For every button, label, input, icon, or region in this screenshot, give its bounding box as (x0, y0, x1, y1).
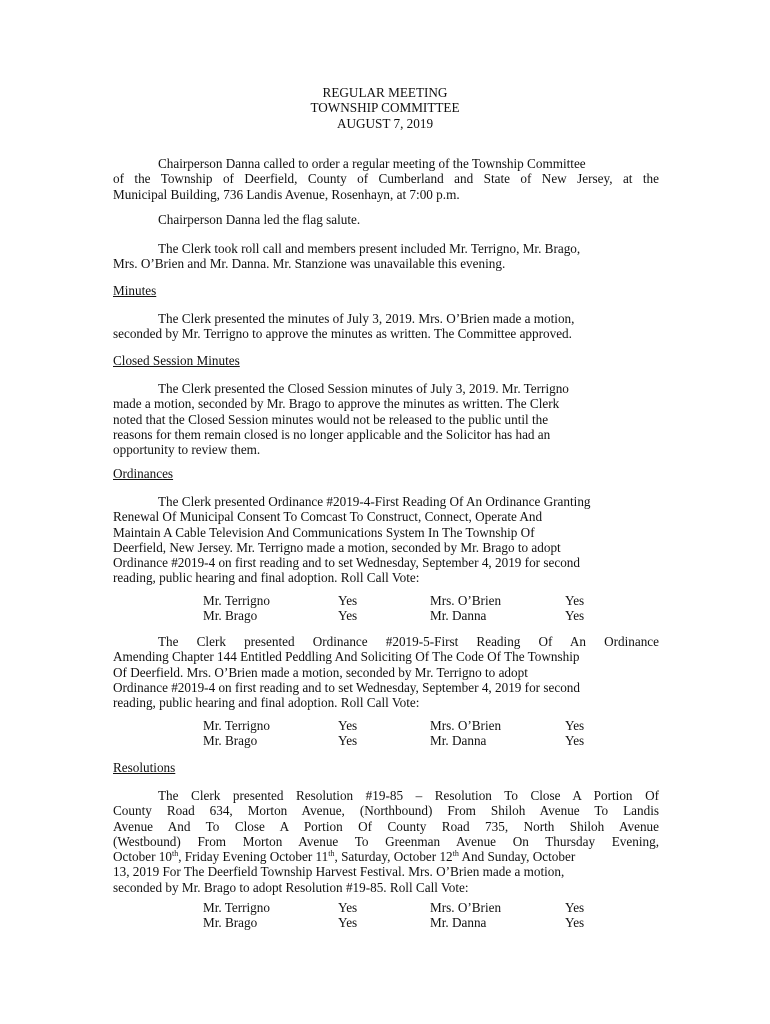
text-line: reading, public hearing and final adoption. Roll Call Vote: (113, 570, 420, 586)
text-line: reading, public hearing and final adoption. Roll Call Vote: (113, 695, 420, 711)
text-line: seconded by Mr. Brago to adopt Resolution #19-85. Roll Call Vote: (113, 879, 469, 895)
text-span: October 10 (113, 849, 172, 865)
text-line: Avenue And To Close A Portion Of County Road 735, North Shiloh Avenue (113, 818, 659, 834)
intro-paragraph (113, 156, 659, 202)
text-line: opportunity to review them. (113, 442, 261, 458)
text-line: The Clerk presented the minutes of July 3, 2019. Mrs. O’Brien made a motion, (158, 311, 575, 326)
section-heading-minutes: Minutes (113, 283, 157, 298)
ordinances-heading-block (113, 466, 659, 481)
text-span: , Friday Evening October 11 (178, 849, 329, 865)
vote-value: Yes (565, 608, 585, 624)
voter-name: Mr. Terrigno (203, 718, 270, 733)
voter-name: Mrs. O’Brien (430, 900, 502, 915)
text-line: noted that the Closed Session minutes would not be released to the public until the (113, 411, 549, 427)
text-line (113, 849, 659, 864)
text-line: Ordinance #2019-4 on first reading and to set Wednesday, September 4, 2019 for second (113, 679, 580, 695)
text-line: (Westbound) From Morton Avenue To Greenman Avenue On Thursday Evening, (113, 833, 659, 849)
voter-name: Mr. Danna (430, 608, 487, 624)
resolution-19-85-paragraph (113, 788, 659, 895)
closed-session-heading-block (113, 353, 659, 368)
text-line: The Clerk presented Resolution #19-85 – Resolution To Close A Portion Of (158, 788, 659, 803)
text-line: Of Deerfield. Mrs. O’Brien made a motion, seconded by Mr. Terrigno to adopt (113, 664, 528, 680)
voter-name: Mr. Brago (203, 608, 258, 624)
vote-value: Yes (338, 915, 358, 931)
vote-value: Yes (565, 915, 585, 931)
flag-salute-paragraph (113, 212, 659, 227)
vote-value: Yes (565, 718, 585, 733)
superscript: th (171, 849, 179, 859)
superscript: th (452, 849, 459, 859)
vote-value: Yes (565, 900, 585, 915)
text-line: The Clerk took roll call and members present included Mr. Terrigno, Mr. Brago, (158, 241, 581, 256)
minutes-heading-block (113, 283, 659, 298)
text-line: Amending Chapter 144 Entitled Peddling And Soliciting Of The Code Of The Township (113, 649, 580, 665)
text-line: Deerfield, New Jersey. Mr. Terrigno made a motion, seconded by Mr. Brago to adopt (113, 539, 561, 555)
text-line: The Clerk presented Ordinance #2019-4-First Reading Of An Ordinance Granting (158, 494, 591, 509)
vote-value: Yes (565, 733, 585, 749)
voter-name: Mr. Terrigno (203, 900, 270, 915)
vote-value: Yes (338, 608, 358, 624)
text-line: County Road 634, Morton Avenue, (Northbound) From Shiloh Avenue To Landis (113, 803, 659, 819)
vote-value: Yes (338, 733, 358, 749)
minutes-paragraph (113, 311, 659, 342)
section-heading-ordinances: Ordinances (113, 466, 174, 481)
vote-value: Yes (565, 593, 585, 608)
voter-name: Mr. Danna (430, 915, 487, 931)
text-line: 13, 2019 For The Deerfield Township Harvest Festival. Mrs. O’Brien made a motion, (113, 864, 565, 880)
section-heading-closed-session: Closed Session Minutes (113, 353, 240, 368)
vote-value: Yes (338, 900, 358, 915)
vote-value: Yes (338, 593, 358, 608)
superscript: th (328, 849, 335, 859)
meeting-type: REGULAR MEETING (322, 85, 448, 100)
text-line: Chairperson Danna led the flag salute. (158, 212, 361, 227)
voter-name: Mr. Brago (203, 733, 258, 749)
text-line: Mrs. O’Brien and Mr. Danna. Mr. Stanzione was unavailable this evening. (113, 256, 506, 272)
text-line: The Clerk presented Ordinance #2019-5-First Reading Of An Ordinance (158, 634, 659, 649)
meeting-date: AUGUST 7, 2019 (336, 115, 434, 131)
roll-call-paragraph (113, 241, 659, 272)
text-span: And Sunday, October (458, 849, 576, 865)
text-line: The Clerk presented the Closed Session minutes of July 3, 2019. Mr. Terrigno (158, 381, 569, 396)
text-line: made a motion, seconded by Mr. Brago to approve the minutes as written. The Clerk (113, 396, 560, 412)
text-line: Renewal Of Municipal Consent To Comcast To Construct, Connect, Operate And (113, 509, 543, 525)
closed-session-paragraph (113, 381, 659, 457)
ordinance-2019-5-paragraph (113, 634, 659, 710)
voter-name: Mrs. O’Brien (430, 593, 502, 608)
text-line: Ordinance #2019-4 on first reading and to set Wednesday, September 4, 2019 for second (113, 555, 580, 571)
text-line: Chairperson Danna called to order a regular meeting of the Township Committee (158, 156, 586, 171)
meeting-header (0, 85, 770, 131)
text-span: , Saturday, October 12 (334, 849, 453, 865)
text-line: Municipal Building, 736 Landis Avenue, Rosenhayn, at 7:00 p.m. (113, 186, 460, 202)
committee-name: TOWNSHIP COMMITTEE (310, 100, 460, 116)
section-heading-resolutions: Resolutions (113, 760, 176, 775)
voter-name: Mrs. O’Brien (430, 718, 502, 733)
resolutions-heading-block (113, 760, 659, 775)
text-line: reasons for them remain closed is no longer applicable and the Solicitor has had an (113, 426, 551, 442)
text-line: of the Township of Deerfield, County of Cumberland and State of New Jersey, at the (113, 171, 659, 187)
ordinance-2019-4-paragraph (113, 494, 659, 586)
voter-name: Mr. Terrigno (203, 593, 270, 608)
vote-value: Yes (338, 718, 358, 733)
voter-name: Mr. Brago (203, 915, 258, 931)
text-line: seconded by Mr. Terrigno to approve the minutes as written. The Committee approved. (113, 326, 572, 342)
voter-name: Mr. Danna (430, 733, 487, 749)
text-line: Maintain A Cable Television And Communications System In The Township Of (113, 524, 535, 540)
